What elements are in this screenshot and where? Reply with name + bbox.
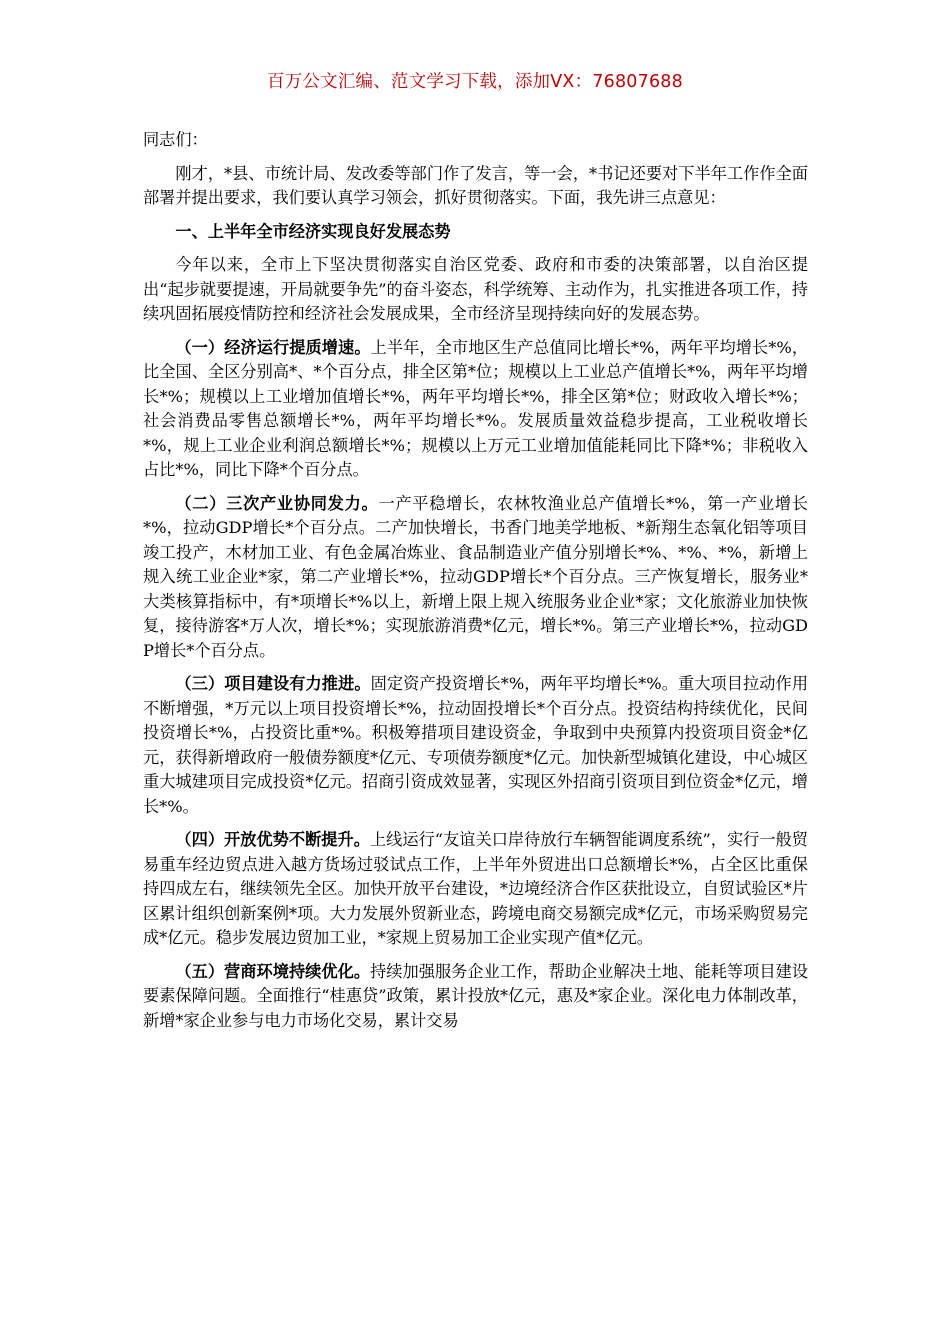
watermark-header: 百万公文汇编、范文学习下载，添加VX：76807688 bbox=[267, 72, 683, 92]
document-body bbox=[143, 128, 808, 1042]
item-text: 固定资产投资增长*%，两年平均增长*%。重大项目拉动作用不断增强，*万元以上项目投资增长*%，拉动固投增长*个百分点。投资结构持续优化，民间投资增长*%，占投资比重*%。积极筹措项目建设资金，争取到中央预算内投资项目资金*亿元，获得新增政府一般债券额度*亿元、专项债券额度*亿元。加快新型城镇化建设，中心城区重大城建项目完成投资*亿元。招商引资成效显著，实现区外招商引资项目到位资金*亿元，增长*%。 bbox=[143, 674, 809, 816]
item-title: （四）开放优势不断提升。 bbox=[175, 830, 370, 849]
item-text: 上线运行“友谊关口岸待放行车辆智能调度系统”，实行一般贸易重车经边贸点进入越方货场过驳试点工作，上半年外贸进出口总额增长*%，占全区比重保持四成左右，继续领先全区。加快开放平台建设，*边境经济合作区获批设立，自贸试验区*片区累计组织创新案例*项。大力发展外贸新业态，跨境电商交易额完成*亿元，市场采购贸易完成*亿元。稳步发展边贸加工业，*家规上贸易加工企业实现产值*亿元。 bbox=[143, 830, 808, 947]
item-title: （二）三次产业协同发力。 bbox=[175, 493, 379, 513]
item-text: 上半年，全市地区生产总值同比增长*%，两年平均增长*%，比全国、全区分别高*、*个百分点，排全区第*位；规模以上工业总产值增长*%，两年平均增长*%；规模以上工业增加值增长*%，两年平均增长*%，排全区第*位；财政收入增长*%；社会消费品零售总额增长*%，两年平均增长*%。发展质量效益稳步提高，工业税收增长*%，规上工业企业利润总额增长*%；规模以上万元工业增加值能耗同比下降*%；非税收入占比*%，同比下降*个百分点。 bbox=[143, 337, 809, 479]
greeting: 同志们： bbox=[143, 130, 208, 149]
item-paragraph bbox=[143, 828, 808, 951]
item-paragraph bbox=[143, 960, 808, 1034]
item-paragraph bbox=[143, 336, 808, 483]
item-text: 持续加强服务企业工作，帮助企业解决土地、能耗等项目建设要素保障问题。全面推行“桂惠贷”政策，累计投放*亿元，惠及*家企业。深化电力体制改革，新增*家企业参与电力市场化交易，累计交易 bbox=[143, 961, 809, 1030]
item-paragraph bbox=[143, 672, 808, 819]
item-title: （三）项目建设有力推进。 bbox=[175, 674, 371, 693]
intro-paragraph: 刚才，*县、市统计局、发改委等部门作了发言，等一会，*书记还要对下半年工作作全面部署并提出要求，我们要认真学习领会，抓好贯彻落实。下面，我先讲三点意见： bbox=[143, 163, 808, 207]
item-title: （五）营商环境持续优化。 bbox=[175, 961, 371, 981]
section-heading: 一、上半年全市经济实现良好发展态势 bbox=[175, 221, 451, 241]
item-paragraph bbox=[143, 492, 808, 664]
item-title: （一）经济运行提质增速。 bbox=[175, 337, 371, 357]
section-intro-paragraph: 今年以来，全市上下坚决贯彻落实自治区党委、政府和市委的决策部署，以自治区提出“起步就要提速，开局就要争先”的奋斗姿态，科学统筹、主动作为，扎实推进各项工作，持续巩固拓展疫情防控和经济社会发展成果，全市经济呈现持续向好的发展态势。 bbox=[143, 255, 808, 323]
item-text: 一产平稳增长，农林牧渔业总产值增长*%，第一产业增长*%，拉动GDP增长*个百分点。二产加快增长，书香门地美学地板、*新翔生态氧化铝等项目竣工投产，木材加工业、有色金属冶炼业、食品制造业产值分别增长*%、*%、*%，新增上规入统工业企业*家，第二产业增长*%，拉动GDP增长*个百分点。三产恢复增长，服务业*大类核算指标中，有*项增长*%以上，新增上限上规入统服务业企业*家；文化旅游业加快恢复，接待游客*万人次，增长*%；实现旅游消费*亿元，增长*%。第三产业增长*%，拉动GDP增长*个百分点。 bbox=[143, 493, 808, 660]
